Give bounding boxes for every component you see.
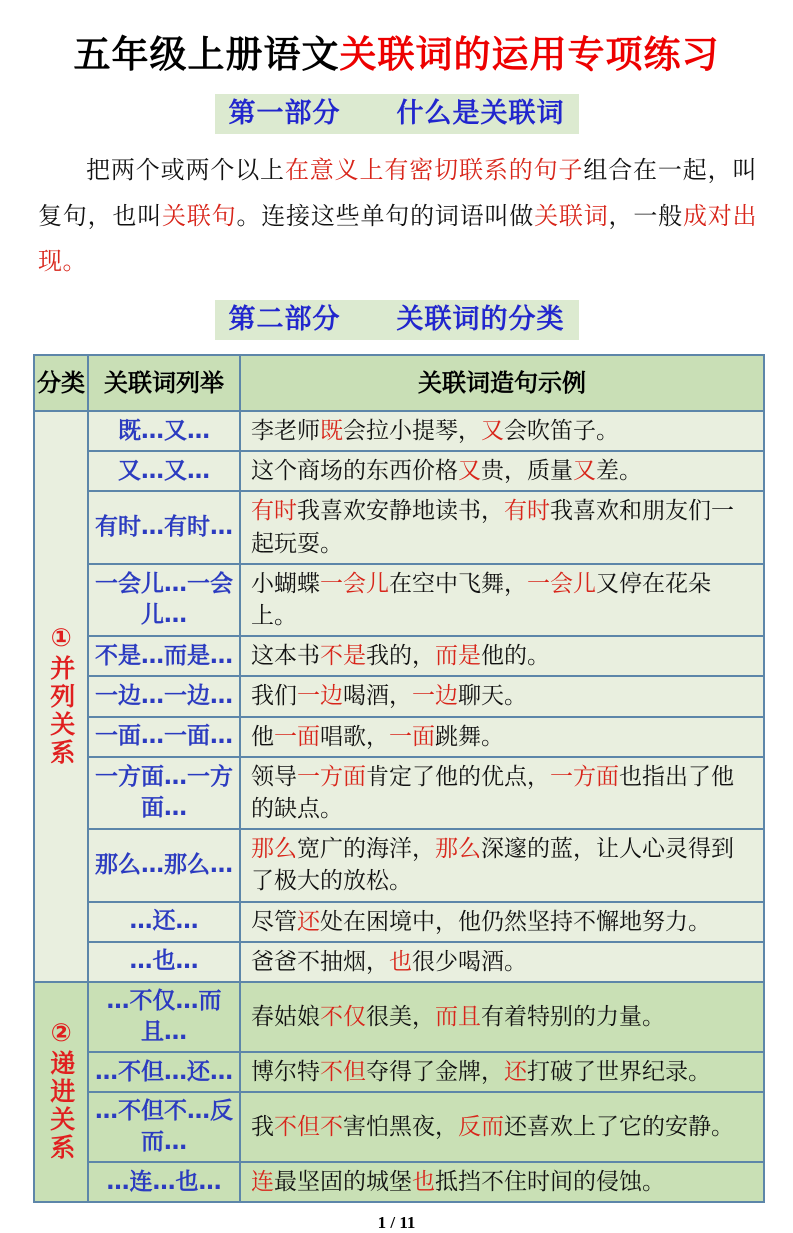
- table-row: [34, 451, 764, 491]
- text-segment: 我的，: [366, 643, 435, 670]
- table-row: [34, 636, 764, 676]
- example-cell: [240, 717, 764, 757]
- title-topic-part: 关联词的运用专项练习: [339, 33, 720, 76]
- text-segment: 连: [251, 1169, 274, 1196]
- table-row: [34, 564, 764, 636]
- text-segment: 一会儿: [320, 570, 389, 597]
- text-segment: 夺得了金牌，: [366, 1059, 504, 1086]
- table-row: [34, 676, 764, 716]
- text-segment: 一会儿: [527, 570, 596, 597]
- text-segment: 一面: [389, 723, 435, 750]
- conjunction-table: [33, 354, 765, 1203]
- example-cell: [240, 829, 764, 901]
- table-header-row: [34, 355, 764, 411]
- text-segment: 一边: [412, 683, 458, 710]
- table-row: [34, 902, 764, 942]
- example-cell: [240, 1162, 764, 1202]
- page-title: [0, 24, 793, 78]
- text-segment: 处在困境中，他仍然坚持不懈地努力。: [320, 908, 711, 935]
- table-row: [34, 1092, 764, 1162]
- conjunction-cell: …不但不…反而…: [88, 1092, 240, 1162]
- text-segment: 李老师: [251, 418, 320, 445]
- text-segment: 很美，: [366, 1003, 435, 1030]
- header-example: 关联词造句示例: [240, 355, 764, 411]
- text-segment: 成对出现。: [38, 201, 758, 275]
- example-cell: [240, 1092, 764, 1162]
- text-segment: 不是: [320, 643, 366, 670]
- text-segment: 我们: [251, 683, 297, 710]
- text-segment: 他: [251, 723, 274, 750]
- title-grade-part: 五年级上册语文: [73, 33, 340, 76]
- text-segment: 关联词: [534, 201, 609, 230]
- example-cell: [240, 564, 764, 636]
- text-segment: ，一般: [608, 201, 683, 230]
- example-cell: [240, 451, 764, 491]
- text-segment: 不但: [320, 1059, 366, 1086]
- conjunction-cell: 一方面…一方面…: [88, 757, 240, 829]
- text-segment: 最坚固的城堡: [274, 1169, 412, 1196]
- table-row: [34, 717, 764, 757]
- text-segment: 又: [458, 458, 481, 485]
- text-segment: 又: [573, 458, 596, 485]
- text-segment: 把两个或两个以上: [86, 156, 285, 185]
- category-label: ②递进关系: [46, 1018, 76, 1163]
- text-segment: 还: [504, 1059, 527, 1086]
- text-segment: 反而: [458, 1114, 504, 1141]
- text-segment: 又: [481, 418, 504, 445]
- table-row: [34, 1052, 764, 1092]
- category-cell: [34, 982, 88, 1203]
- text-segment: 贵，质量: [481, 458, 573, 485]
- text-segment: 会拉小提琴，: [343, 418, 481, 445]
- text-segment: 一边: [297, 683, 343, 710]
- text-segment: 春姑娘: [251, 1003, 320, 1030]
- header-category: 分类: [34, 355, 88, 411]
- text-segment: 也: [412, 1169, 435, 1196]
- conjunction-cell: 不是…而是…: [88, 636, 240, 676]
- text-segment: 一方面: [550, 763, 619, 790]
- conjunction-cell: 又…又…: [88, 451, 240, 491]
- conjunction-cell: 一面…一面…: [88, 717, 240, 757]
- section-1-heading-row: [0, 94, 793, 134]
- text-segment: 。连接这些单句的词语叫做: [236, 201, 535, 230]
- example-cell: [240, 491, 764, 563]
- text-segment: 聊天。: [458, 683, 527, 710]
- text-segment: 又停在花朵上。: [251, 570, 711, 630]
- text-segment: 肯定了他的优点，: [366, 763, 550, 790]
- category-cell: [34, 411, 88, 982]
- conjunction-cell: 有时…有时…: [88, 491, 240, 563]
- text-segment: 深邃的蓝，让人心灵得到了极大的放松。: [251, 836, 734, 895]
- page-number: 1 / 11: [377, 1213, 416, 1233]
- text-segment: 那么: [251, 836, 297, 863]
- text-segment: 也指出了他的缺点。: [251, 763, 734, 822]
- example-cell: [240, 1052, 764, 1092]
- text-segment: 有时: [504, 498, 550, 525]
- text-segment: 尽管: [251, 908, 297, 935]
- conjunction-cell: …也…: [88, 942, 240, 982]
- text-segment: 我喜欢和朋友们一起玩耍。: [251, 498, 734, 557]
- text-segment: 宽广的海洋，: [297, 836, 435, 863]
- text-segment: 一面: [274, 723, 320, 750]
- table-row: [34, 491, 764, 563]
- text-segment: 爸爸不抽烟，: [251, 948, 389, 975]
- text-segment: 抵挡不住时间的侵蚀。: [435, 1169, 665, 1196]
- conjunction-cell: …还…: [88, 902, 240, 942]
- text-segment: 一方面: [297, 763, 366, 790]
- example-cell: [240, 411, 764, 451]
- conjunction-cell: …连…也…: [88, 1162, 240, 1202]
- conjunction-cell: 一边…一边…: [88, 676, 240, 716]
- section-heading-part1: 第一部分 什么是关联词: [215, 94, 579, 134]
- conjunction-cell: …不仅…而且…: [88, 982, 240, 1052]
- text-segment: 跳舞。: [435, 723, 504, 750]
- header-conjunction-list: 关联词列举: [88, 355, 240, 411]
- example-cell: [240, 636, 764, 676]
- text-segment: 在空中飞舞，: [389, 570, 527, 597]
- text-segment: 有着特别的力量。: [481, 1003, 665, 1030]
- text-segment: 打破了世界纪录。: [527, 1059, 711, 1086]
- example-cell: [240, 676, 764, 716]
- text-segment: 博尔特: [251, 1059, 320, 1086]
- category-label: ①并列关系: [46, 622, 76, 767]
- conjunction-cell: 既…又…: [88, 411, 240, 451]
- text-segment: 他的。: [481, 643, 550, 670]
- text-segment: 还喜欢上了它的安静。: [504, 1114, 734, 1141]
- text-segment: 这本书: [251, 643, 320, 670]
- table-row: [34, 411, 764, 451]
- conjunction-cell: …不但…还…: [88, 1052, 240, 1092]
- table-row: [34, 942, 764, 982]
- example-cell: [240, 757, 764, 829]
- table-row: [34, 982, 764, 1052]
- text-segment: 我: [251, 1114, 274, 1141]
- conjunction-cell: 那么…那么…: [88, 829, 240, 901]
- table-row: [34, 757, 764, 829]
- text-segment: 在意义上有密切联系的句子: [284, 156, 584, 185]
- text-segment: 也: [389, 948, 412, 975]
- text-segment: 既: [320, 418, 343, 445]
- text-segment: 而且: [435, 1003, 481, 1030]
- section-2-heading-row: [0, 300, 793, 340]
- text-segment: 喝酒，: [343, 683, 412, 710]
- text-segment: 不但不: [274, 1114, 343, 1141]
- text-segment: 不仅: [320, 1003, 366, 1030]
- table-row: [34, 1162, 764, 1202]
- text-segment: 很少喝酒。: [412, 948, 527, 975]
- text-segment: 领导: [251, 763, 297, 790]
- intro-paragraph: [38, 148, 757, 283]
- text-segment: 我喜欢安静地读书，: [297, 498, 504, 525]
- text-segment: 组合在一起，叫复句，也叫: [38, 156, 758, 230]
- text-segment: 关联句: [162, 201, 237, 230]
- text-segment: 有时: [251, 498, 297, 525]
- text-segment: 那么: [435, 836, 481, 863]
- conjunction-cell: 一会儿…一会儿…: [88, 564, 240, 636]
- text-segment: 小蝴蝶: [251, 570, 320, 597]
- text-segment: 差。: [596, 458, 642, 485]
- text-segment: 会吹笛子。: [504, 418, 619, 445]
- text-segment: 而是: [435, 643, 481, 670]
- example-cell: [240, 902, 764, 942]
- text-segment: 唱歌，: [320, 723, 389, 750]
- example-cell: [240, 942, 764, 982]
- text-segment: 害怕黑夜，: [343, 1114, 458, 1141]
- example-cell: [240, 982, 764, 1052]
- section-heading-part2: 第二部分 关联词的分类: [215, 300, 579, 340]
- text-segment: 还: [297, 908, 320, 935]
- table-row: [34, 829, 764, 901]
- text-segment: 这个商场的东西价格: [251, 458, 458, 485]
